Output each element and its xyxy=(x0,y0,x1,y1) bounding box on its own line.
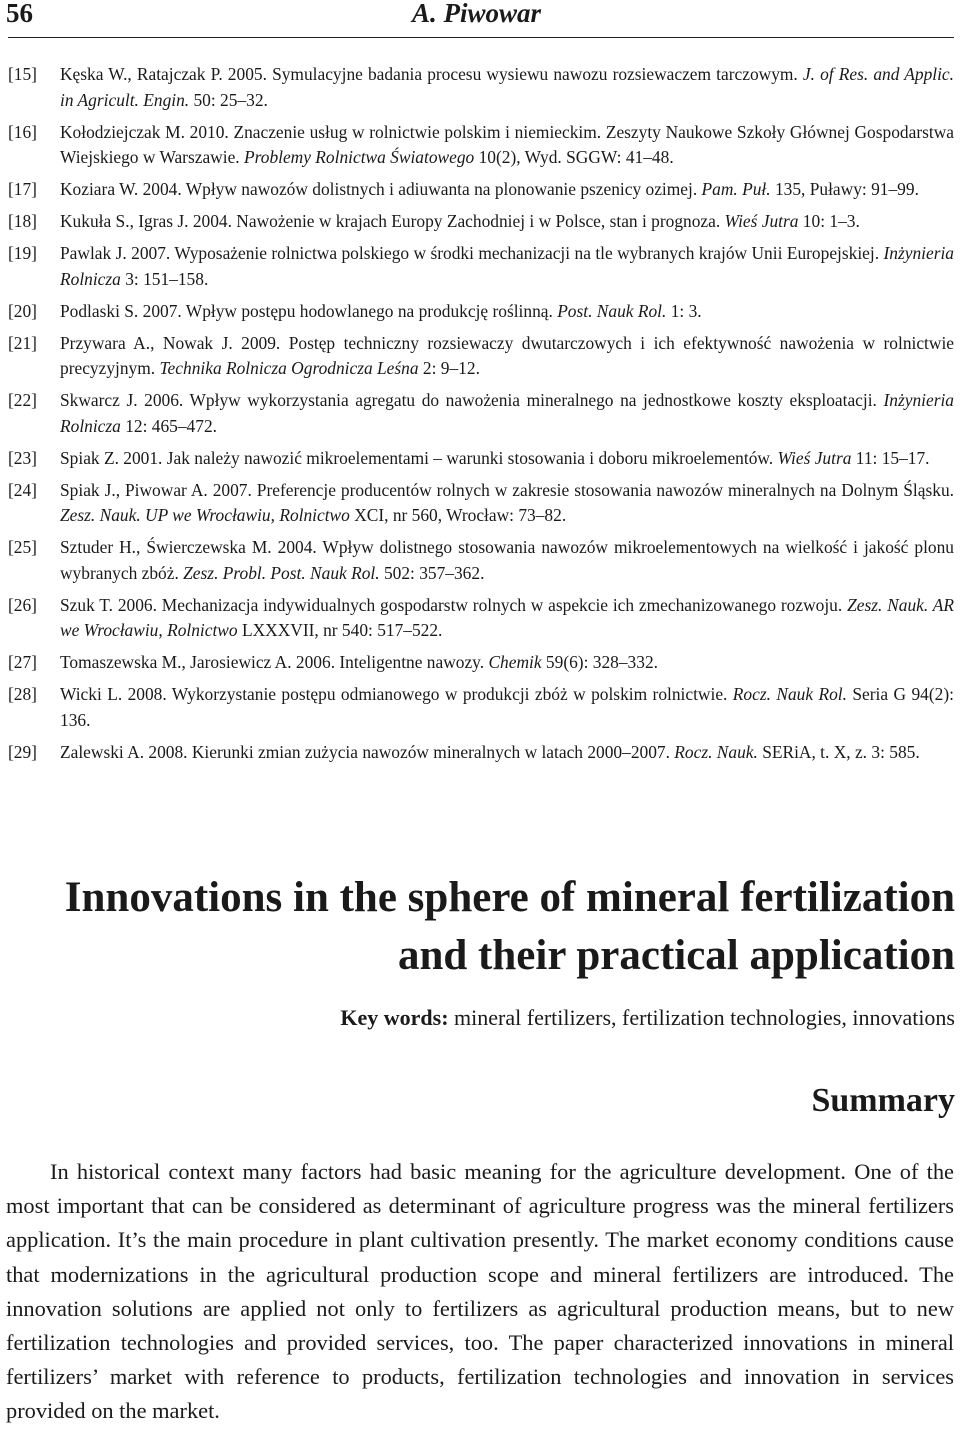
reference-text xyxy=(60,211,860,231)
reference-source: Wieś Jutra xyxy=(724,211,799,231)
reference-item xyxy=(8,535,954,586)
reference-number: [19] xyxy=(8,243,37,263)
reference-fragment: Spiak Z. 2001. Jak należy nawozić mikroelementami – warunki stosowania i doboru mikroelementów. xyxy=(60,447,778,468)
reference-item xyxy=(8,209,954,235)
reference-fragment: Podlaski S. 2007. Wpływ postępu hodowlanego na produkcję roślinną. xyxy=(60,300,558,321)
page-header xyxy=(0,0,960,38)
reference-fragment: Seria G 94(2): 136. xyxy=(60,684,954,730)
reference-item xyxy=(8,740,954,766)
reference-item xyxy=(8,478,954,529)
reference-number: [25] xyxy=(8,537,37,557)
header-rule xyxy=(8,37,954,38)
reference-fragment: Kukuła S., Igras J. 2004. Nawożenie w krajach Europy Zachodniej i w Polsce, stan i prognoza. xyxy=(60,211,725,231)
reference-fragment: Skwarcz J. 2006. Wpływ wykorzystania agregatu do nawożenia mineralnego na jednostkowe koszty eksploatacji. xyxy=(60,390,884,410)
reference-item xyxy=(8,650,954,676)
running-head: A. Piwowar xyxy=(412,0,542,28)
reference-item xyxy=(8,299,954,325)
article-title-en xyxy=(0,869,955,985)
reference-fragment: Koziara W. 2004. Wpływ nawozów dolistnych i adiuwanta na plonowanie pszenicy ozimej. xyxy=(60,179,702,199)
page-number: 56 xyxy=(6,0,33,28)
reference-number: [26] xyxy=(8,594,37,615)
reference-text xyxy=(60,595,954,641)
reference-number: [15] xyxy=(8,64,37,84)
keywords xyxy=(0,1003,955,1033)
reference-text xyxy=(60,480,954,526)
reference-source: Inżynieria Rolnicza xyxy=(60,390,954,436)
reference-number: [17] xyxy=(8,179,37,199)
reference-text xyxy=(60,448,930,468)
title-line-1: Innovations in the sphere of mineral fertilization xyxy=(64,874,955,921)
reference-source: J. of Res. and Applic. in Agricult. Engin. xyxy=(60,64,954,110)
reference-item xyxy=(8,446,954,472)
reference-item xyxy=(8,331,954,382)
reference-text xyxy=(60,333,954,379)
reference-text xyxy=(60,64,954,110)
reference-number: [28] xyxy=(8,684,37,704)
reference-fragment: Pawlak J. 2007. Wyposażenie rolnictwa polskiego w środki mechanizacji na tle wybranych krajów Unii Europejskiej. xyxy=(60,243,884,263)
reference-fragment: 2: 9–12. xyxy=(418,358,480,378)
reference-number: [23] xyxy=(8,447,37,468)
reference-fragment: LXXXVII, nr 540: 517–522. xyxy=(237,620,443,640)
reference-source: Rocz. Nauk. xyxy=(674,741,758,762)
reference-item xyxy=(8,682,954,733)
reference-text xyxy=(60,684,954,730)
reference-text xyxy=(60,537,954,583)
reference-number: [16] xyxy=(8,121,37,142)
reference-fragment: Spiak J., Piwowar A. 2007. Preferencje producentów rolnych w zakresie stosowania nawozów mineralnych na Dolnym Śląsku. xyxy=(60,479,954,500)
reference-source: Pam. Puł. xyxy=(701,179,771,199)
reference-item xyxy=(8,593,954,644)
reference-fragment: Kołodziejczak M. 2010. Znaczenie usług w rolnictwie polskim i niemieckim. Zeszyty Naukowe Szkoły Głównej Gospodarstwa Wiejskiego w Warszawie. xyxy=(60,121,954,167)
reference-text xyxy=(60,301,702,321)
reference-fragment: Szuk T. 2006. Mechanizacja indywidualnych gospodarstw rolnych w aspekcie ich zmechanizowanego rozwoju. xyxy=(60,594,848,615)
reference-fragment: 1: 3. xyxy=(666,300,702,321)
keywords-label: Key words: xyxy=(340,1005,449,1030)
reference-text xyxy=(60,179,919,199)
reference-source: Problemy Rolnictwa Światowego xyxy=(244,147,475,167)
reference-fragment: 12: 465–472. xyxy=(120,415,217,436)
reference-fragment: XCI, nr 560, Wrocław: 73–82. xyxy=(349,505,567,525)
reference-number: [22] xyxy=(8,390,37,410)
reference-source: Zesz. Nauk. UP we Wrocławiu, Rolnictwo xyxy=(60,505,350,525)
reference-source: Post. Nauk Rol. xyxy=(557,300,667,321)
reference-fragment: 11: 15–17. xyxy=(851,447,930,468)
reference-fragment: Wicki L. 2008. Wykorzystanie postępu odmianowego w produkcji zbóż w polskim rolnictwie. xyxy=(60,684,733,704)
reference-fragment: Przywara A., Nowak J. 2009. Postęp techniczny rozsiewaczy dwutarczowych i ich efektywność nawożenia w rolnictwie precyzyjnym. xyxy=(60,332,954,378)
reference-fragment: 59(6): 328–332. xyxy=(541,652,658,672)
reference-source: Inżynieria Rolnicza xyxy=(60,243,954,289)
reference-item xyxy=(8,177,954,203)
reference-fragment: Sztuder H., Świerczewska M. 2004. Wpływ dolistnego stosowania nawozów mikroelementowych na wielkość i jakość plonu wybranych zbóż. xyxy=(60,537,954,583)
reference-item xyxy=(8,241,954,292)
summary-heading: Summary xyxy=(811,1082,955,1119)
reference-number: [27] xyxy=(8,652,37,672)
reference-text xyxy=(60,652,658,672)
reference-text xyxy=(60,390,954,436)
reference-fragment: 10: 1–3. xyxy=(798,211,860,231)
reference-source: Zesz. Probl. Post. Nauk Rol. xyxy=(183,562,380,583)
reference-source: Chemik xyxy=(488,652,542,672)
reference-fragment: Kęska W., Ratajczak P. 2005. Symulacyjne badania procesu wysiewu nawozu rozsiewaczem tarczowym. xyxy=(60,64,803,84)
keywords-text: mineral fertilizers, fertilization technologies, innovations xyxy=(454,1005,955,1030)
reference-text xyxy=(60,122,954,168)
reference-item xyxy=(8,120,954,171)
reference-list xyxy=(8,62,954,772)
reference-number: [24] xyxy=(8,479,37,500)
reference-number: [20] xyxy=(8,300,37,321)
reference-fragment: 135, Puławy: 91–99. xyxy=(770,179,919,199)
reference-number: [21] xyxy=(8,332,37,353)
reference-text xyxy=(60,243,954,289)
reference-source: Zesz. Nauk. AR we Wrocławiu, Rolnictwo xyxy=(60,594,954,640)
reference-fragment: 10(2), Wyd. SGGW: 41–48. xyxy=(474,147,674,167)
title-line-2: and their practical application xyxy=(397,932,955,979)
reference-source: Technika Rolnicza Ogrodnicza Leśna xyxy=(159,358,419,378)
reference-item xyxy=(8,62,954,113)
reference-item xyxy=(8,388,954,439)
reference-fragment: 3: 151–158. xyxy=(120,268,209,289)
reference-fragment: SERiA, t. X, z. 3: 585. xyxy=(757,741,920,762)
reference-number: [29] xyxy=(8,741,37,762)
reference-source: Wieś Jutra xyxy=(777,447,852,468)
reference-number: [18] xyxy=(8,211,37,231)
reference-fragment: 502: 357–362. xyxy=(379,562,485,583)
summary-text: In historical context many factors had basic meaning for the agriculture development. One of the most important that can be considered as determinant of agriculture progress was the mineral fertilizers application. It’s the main procedure in plant cultivation presently. The market economy conditions cause that modernizations in the agricultural production scope and mineral fertilizers are introduced. The innovation solutions are applied not only to fertilizers as agricultural production means, but to new fertilization technologies and provided services, too. The paper characterized innovations in mineral fertilizers’ market with reference to products, fertilization technologies and innovation in services provided on the market. xyxy=(6,1159,954,1424)
reference-text xyxy=(60,742,920,762)
reference-fragment: 50: 25–32. xyxy=(189,89,268,110)
reference-source: Rocz. Nauk Rol. xyxy=(732,684,847,704)
reference-fragment: Zalewski A. 2008. Kierunki zmian zużycia nawozów mineralnych w latach 2000–2007. xyxy=(60,741,675,762)
reference-fragment: Tomaszewska M., Jarosiewicz A. 2006. Inteligentne nawozy. xyxy=(60,652,489,672)
